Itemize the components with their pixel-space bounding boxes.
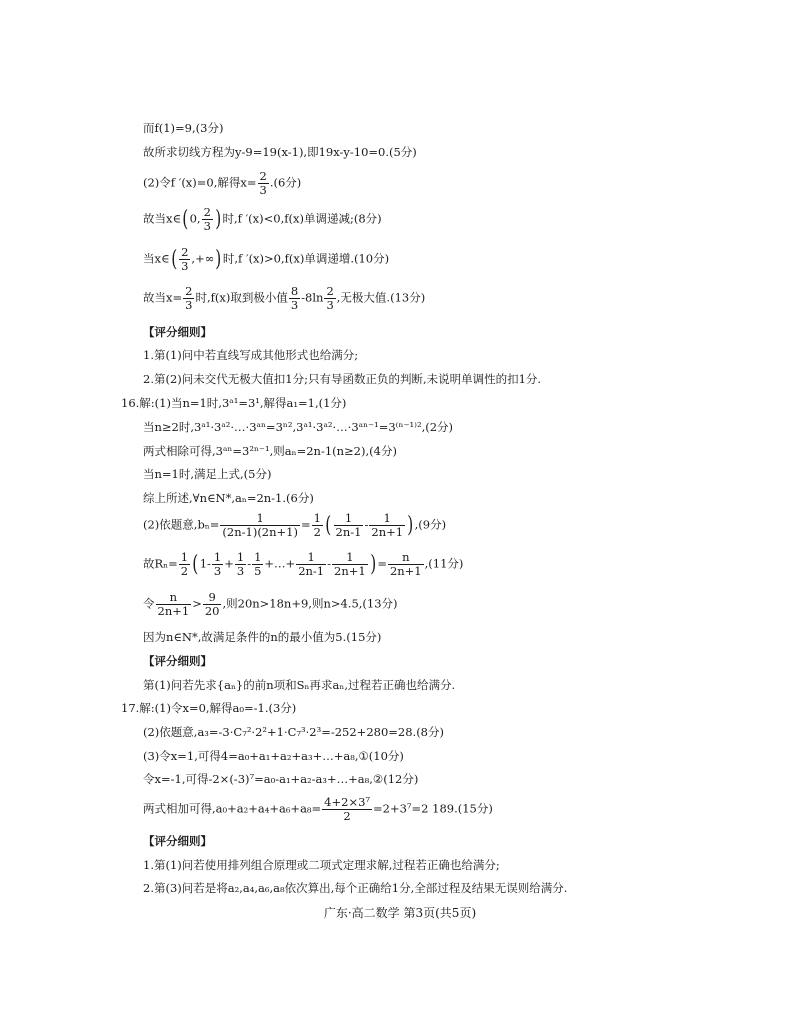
- page-footer: 广东·高二数学 第3页(共5页): [323, 906, 477, 920]
- rule-item: 1.第(1)问中若直线写成其他形式也给满分;: [143, 348, 359, 362]
- line-minimum: 故当x= $\frac{2}{3}$ 时,f(x)取到极小值 $\frac{8}{3}$ -8ln $\frac{2}{3}$ ,无极大值.(13分): [143, 284, 426, 313]
- fraction: $\frac{1}{5}$: [254, 550, 262, 579]
- heading-scoring-rules: 【评分细则】: [143, 834, 212, 848]
- q16-line: 综上所述,∀n∈N*,aₙ=2n-1.(6分): [143, 491, 314, 505]
- fraction: $\frac{1}{2n-1}$: [298, 550, 325, 579]
- line-critical-point: (2)令f ′(x)=0,解得x= $\frac{2}{3}$ .(6分): [143, 169, 302, 198]
- q16-rn-line: 故Rₙ= $\frac{1}{2}$ (1- $\frac{1}{3}$ + $\frac{1}{3}$ - $\frac{1}{5}$ +…+ $\frac{1}{2n-1}$ - $\frac{1}{2n+1}$ )= $\frac{n}{2n+1}$ ,(11分): [143, 550, 464, 579]
- line-increasing: 当x∈( $\frac{2}{3}$ ,+∞)时,f ′(x)>0,f(x)单调递增.(10分): [143, 245, 390, 274]
- fraction: $\frac{1}{3}$: [213, 550, 222, 579]
- fraction: $\frac{2}{3}$: [259, 169, 267, 198]
- line-tangent: 故所求切线方程为y-9=19(x-1),即19x-y-10=0.(5分): [143, 145, 417, 159]
- q16-inequality-line: 令 $\frac{n}{2n+1}$ > $\frac{9}{20}$ ,则20n>18n+9,则n>4.5,(13分): [143, 590, 398, 619]
- q17-line: 17.解:(1)令x=0,解得a₀=-1.(3分): [121, 701, 297, 715]
- q16-bn-line: (2)依题意,bₙ= $\frac{1}{(2n-1)(2n+1)}$ = $\frac{1}{2}$ ( $\frac{1}{2n-1}$ - $\frac{1}{2n+1}$ ),(9分): [143, 511, 447, 540]
- rule-item: 第(1)问若先求{aₙ}的前n项和Sₙ再求aₙ,过程若正确也给满分.: [143, 678, 456, 692]
- fraction: $\frac{2}{3}$: [203, 205, 211, 234]
- fraction: $\frac{2}{3}$: [181, 245, 189, 274]
- q16-line: 16.解:(1)当n=1时,3ᵃ¹=3¹,解得a₁=1,(1分): [121, 396, 347, 410]
- q16-line: 当n=1时,满足上式,(5分): [143, 467, 272, 481]
- fraction: $\frac{1}{2}$: [180, 550, 189, 579]
- rule-item: 1.第(1)问若使用排列组合原理或二项式定理求解,过程若正确也给满分;: [143, 858, 500, 872]
- fraction: $\frac{n}{2n+1}$: [389, 550, 422, 579]
- fraction: $\frac{1}{2}$: [313, 511, 321, 540]
- fraction: $\frac{8}{3}$: [290, 284, 299, 313]
- q16-line: 两式相除可得,3ᵃⁿ=3²ⁿ⁻¹,则aₙ=2n-1(n≥2),(4分): [143, 444, 397, 458]
- q17-line: (3)令x=1,可得4=a₀+a₁+a₂+a₃+…+a₈,①(10分): [143, 749, 404, 763]
- heading-scoring-rules: 【评分细则】: [143, 654, 212, 668]
- fraction: $\frac{n}{2n+1}$: [157, 590, 190, 619]
- q16-line: 当n≥2时,3ᵃ¹·3ᵃ²·…·3ᵃⁿ=3ⁿ²,3ᵃ¹·3ᵃ²·…·3ᵃⁿ⁻¹=3⁽ⁿ⁻¹⁾²,(2分): [143, 420, 454, 434]
- rule-item: 2.第(3)问若是将a₂,a₄,a₆,a₈依次算出,每个正确给1分,全部过程及结果无误则给满分.: [143, 881, 568, 895]
- fraction: $\frac{1}{3}$: [236, 550, 245, 579]
- line-f1: 而f(1)=9,(3分): [143, 121, 224, 135]
- fraction: $\frac{9}{20}$: [204, 590, 220, 619]
- fraction: $\frac{1}{2n-1}$: [335, 511, 362, 540]
- fraction: $\frac{1}{2n+1}$: [371, 511, 404, 540]
- fraction: $\frac{1}{2n+1}$: [334, 550, 366, 579]
- q17-sum-line: 两式相加可得,a₀+a₂+a₄+a₆+a₈= $\frac{\text{4+2×3⁷}}{2}$ =2+3⁷=2 189.(15分): [143, 795, 493, 824]
- fraction: $\frac{2}{3}$: [326, 284, 334, 313]
- heading-scoring-rules: 【评分细则】: [143, 325, 212, 339]
- q17-line: 令x=-1,可得-2×(-3)⁷=a₀-a₁+a₂-a₃+…+a₈,②(12分): [143, 772, 419, 786]
- q16-line: 因为n∈N*,故满足条件的n的最小值为5.(15分): [143, 630, 382, 644]
- fraction: $\frac{1}{(2n-1)(2n+1)}$: [222, 511, 298, 540]
- q17-line: (2)依题意,a₃=-3·C₇²·2²+1·C₇³·2³=-252+280=28.(8分): [143, 725, 444, 739]
- line-decreasing: 故当x∈(0, $\frac{2}{3}$ )时,f ′(x)<0,f(x)单调递减;(8分): [143, 205, 382, 234]
- fraction: $\frac{\text{4+2×3⁷}}{2}$: [324, 795, 371, 824]
- fraction: $\frac{2}{3}$: [185, 284, 193, 313]
- rule-item: 2.第(2)问未交代无极大值扣1分;只有导函数正负的判断,未说明单调性的扣1分.: [143, 372, 542, 386]
